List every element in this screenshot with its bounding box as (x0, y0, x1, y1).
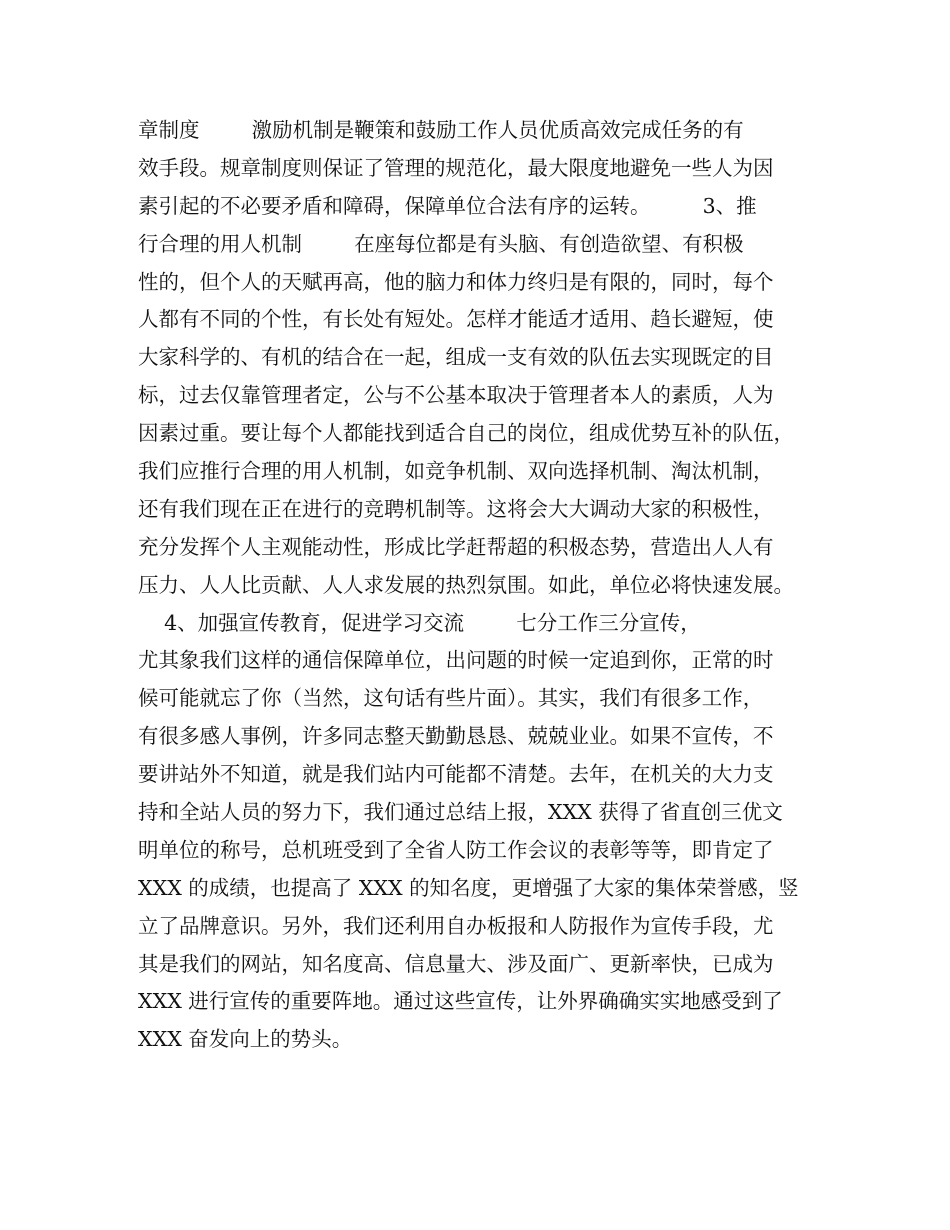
text-line: 素引起的不必要矛盾和障碍，保障单位合法有序的运转。 3、推 (138, 193, 757, 218)
text-line: 章制度 激励机制是鞭策和鼓励工作人员优质高效完成任务的有 (138, 118, 744, 142)
text-line: 立了品牌意识。另外，我们还利用自办板报和人防报作为宣传手段，尤 (138, 913, 774, 938)
text-line: 人都有不同的个性，有长处有短处。怎样才能适才适用、趋长避短，使 (138, 307, 774, 332)
text-line: 我们应推行合理的用人机制，如竞争机制、双向选择机制、淘汰机制， (138, 459, 774, 484)
text-line: XXX 奋发向上的势头。 (138, 1027, 353, 1052)
text-line: 标，过去仅靠管理者定，公与不公基本取决于管理者本人的素质，人为 (138, 383, 774, 408)
text-line: 4、加强宣传教育，促进学习交流 七分工作三分宣传， (138, 610, 701, 635)
text-line: 大家科学的、有机的结合在一起，组成一支有效的队伍去实现既定的目 (138, 345, 774, 370)
text-line: 还有我们现在正在进行的竞聘机制等。这将会大大调动大家的积极性， (138, 496, 774, 521)
text-line: 候可能就忘了你（当然，这句话有些片面）。其实，我们有很多工作， (138, 686, 764, 711)
text-line: 性的，但个人的天赋再高，他的脑力和体力终归是有限的，同时，每个 (138, 269, 774, 294)
text-line: 持和全站人员的努力下，我们通过总结上报，XXX 获得了省直创三优文 (138, 800, 783, 825)
text-line: 行合理的用人机制 在座每位都是有头脑、有创造欲望、有积极 (138, 231, 744, 256)
text-line: 充分发挥个人主观能动性，形成比学赶帮超的积极态势，营造出人人有 (138, 534, 774, 559)
text-line: 其是我们的网站，知名度高、信息量大、涉及面广、更新率快，已成为 (138, 951, 774, 976)
text-line: 因素过重。要让每个人都能找到适合自己的岗位，组成优势互补的队伍， (138, 421, 794, 446)
text-line: 明单位的称号，总机班受到了全省人防工作会议的表彰等等，即肯定了 (138, 837, 774, 862)
text-line: 压力、人人比贡献、人人求发展的热烈氛围。如此，单位必将快速发展。 (138, 572, 794, 597)
text-line: XXX 进行宣传的重要阵地。通过这些宣传，让外界确确实实地感受到了 (138, 989, 783, 1014)
text-line: 尤其象我们这样的通信保障单位，出问题的时候一定追到你，正常的时 (138, 648, 774, 673)
body-text (138, 112, 838, 1059)
text-line: 效手段。规章制度则保证了管理的规范化，最大限度地避免一些人为因 (138, 155, 774, 180)
text-line: 有很多感人事例，许多同志整天勤勤恳恳、兢兢业业。如果不宣传，不 (138, 724, 774, 749)
text-line: 要讲站外不知道，就是我们站内可能都不清楚。去年，在机关的大力支 (138, 762, 774, 787)
text-line: XXX 的成绩，也提高了 XXX 的知名度，更增强了大家的集体荣誉感，竖 (138, 875, 799, 900)
